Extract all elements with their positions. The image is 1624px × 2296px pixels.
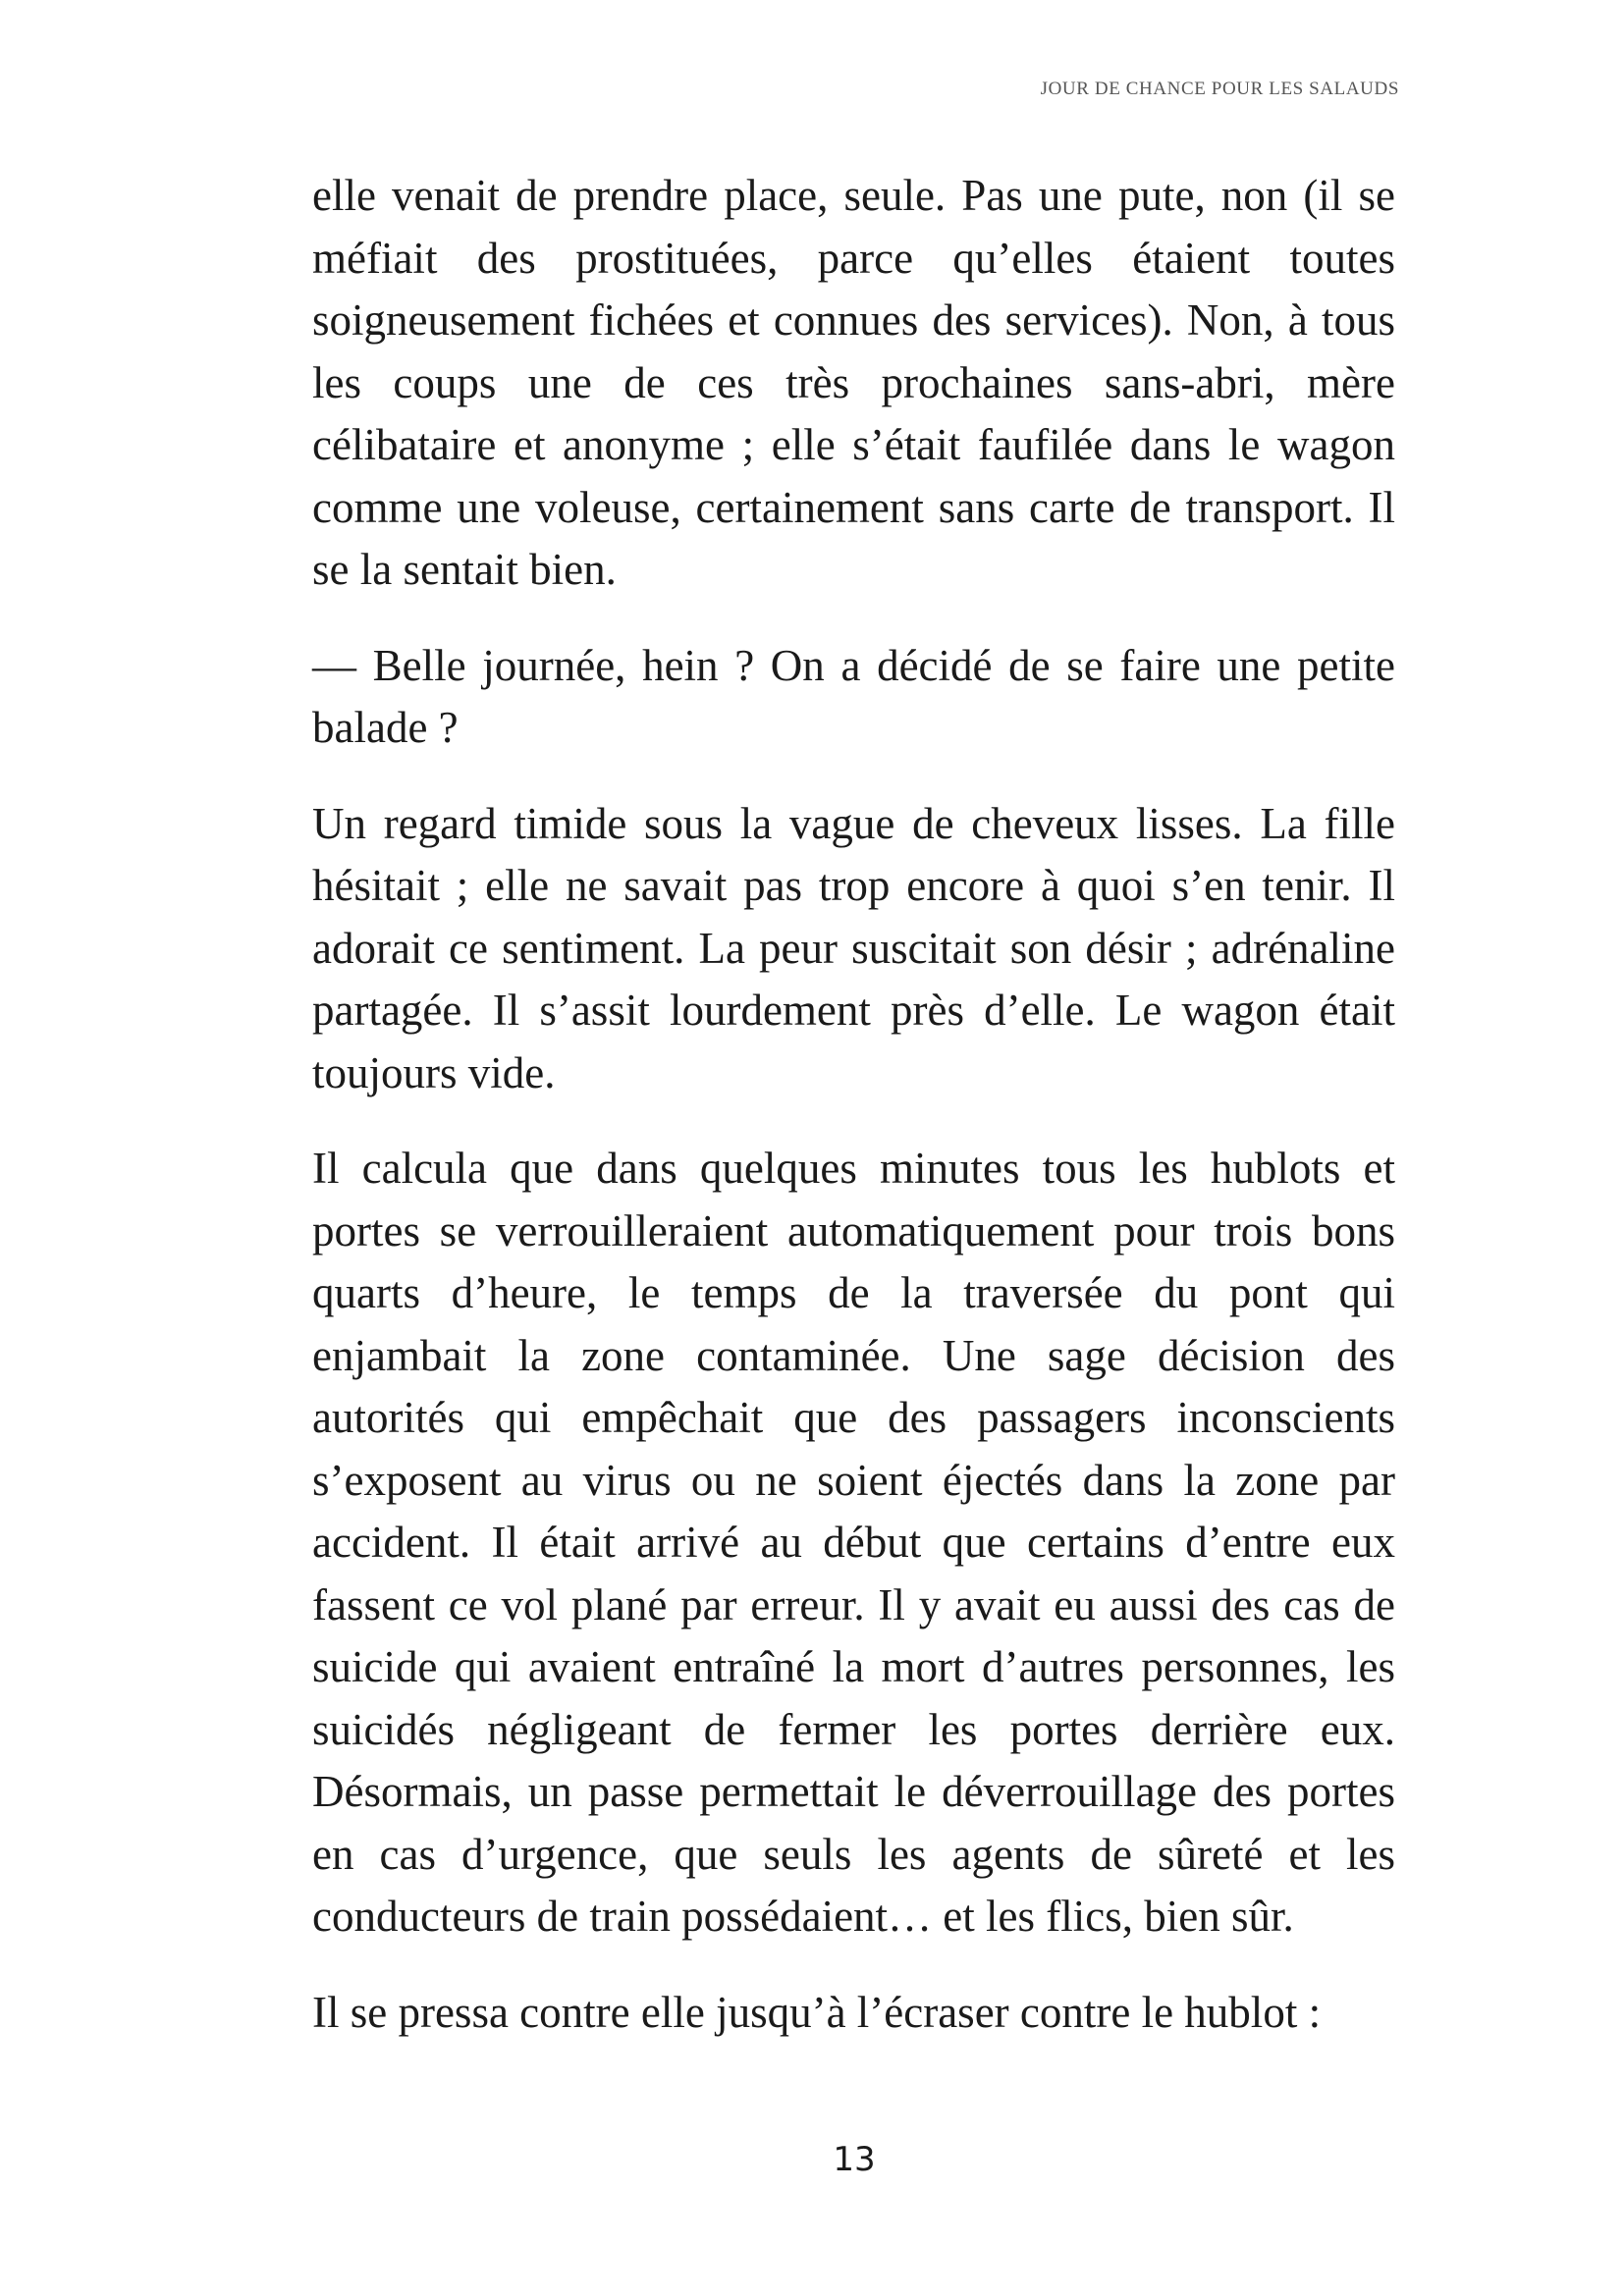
paragraph: Il calcula que dans quelques minutes tous les hublots et portes se verrouilleraient automatiquement pour trois bons quarts d’heure, le temps de la traversée du pont qui enjambait la zone contaminée. Une sage décision des autorités qui empêchait que des passagers inconscients s’exposent au virus ou ne soient éjectés dans la zone par accident. Il était arrivé au début que certains d’entre eux fassent ce vol plané par erreur. Il y avait eu aussi des cas de suicide qui avaient entraîné la mort d’autres personnes, les suicidés négligeant de fermer les portes derrière eux. Désormais, un passe permettait le déverrouillage des portes en cas d’urgence, que seuls les agents de sûreté et les conducteurs de train possédaient… et les flics, bien sûr.	[312, 1144, 1395, 1941]
paragraph: elle venait de prendre place, seule. Pas une pute, non (il se méfiait des prostituées, parce qu’elles étaient toutes soigneusement fichées et connues des services). Non, à tous les coups une de ces très prochaines sans-abri, mère célibataire et anonyme ; elle s’était faufilée dans le wagon comme une voleuse, certainement sans carte de transport. Il se la sentait bien.	[312, 171, 1395, 594]
paragraph: — Belle journée, hein ? On a décidé de se faire une petite balade ?	[312, 640, 1395, 752]
page-number: 13	[833, 2140, 876, 2179]
body-text	[312, 165, 1395, 2077]
running-header: JOUR DE CHANCE POUR LES SALAUDS	[1040, 79, 1399, 99]
paragraph: Il se pressa contre elle jusqu’à l’écraser contre le hublot :	[312, 1987, 1322, 2037]
paragraph: Un regard timide sous la vague de cheveux lisses. La fille hésitait ; elle ne savait pas trop encore à quoi s’en tenir. Il adorait ce sentiment. La peur suscitait son désir ; adrénaline partagée. Il s’assit lourdement près d’elle. Le wagon était toujours vide.	[312, 798, 1395, 1097]
